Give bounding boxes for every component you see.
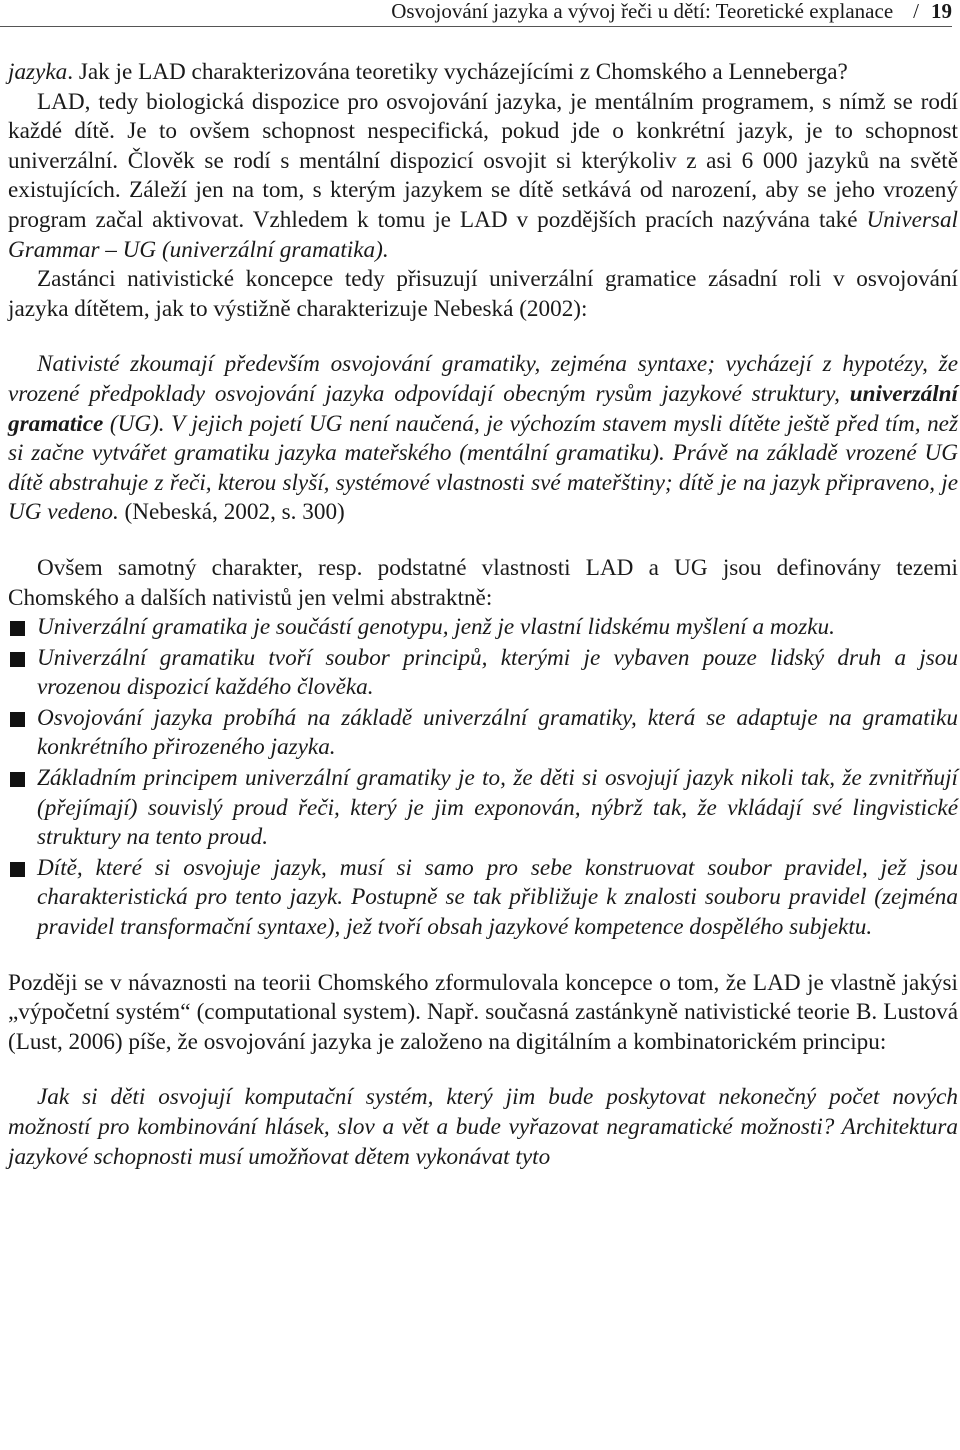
list-item: Dítě, které si osvojuje jazyk, musí si samo pro sebe konstruovat soubor pravidel, jež jsou charakteristická pro tento jazyk. Postupně se tak přibližuje k znalosti souboru pravidel (zejména pravidel transformační syntaxe), jež tvoří obsah jazykové kompetence dospělého subjektu. (8, 854, 958, 943)
theses-list (8, 613, 958, 943)
square-bullet-icon (10, 862, 25, 877)
emphasis-jazyka: jazyka (8, 59, 68, 85)
paragraph-abstract-theses: Ovšem samotný charakter, resp. podstatné vlastnosti LAD a UG jsou definovány tezemi Chomského a dalších nativistů jen velmi abstraktně: (8, 554, 958, 611)
paragraph-nativist-intro: Zastánci nativistické koncepce tedy přisuzují univerzální gramatice zásadní roli v osvojování jazyka dítětem, jak to výstižně charakterizuje Nebeská (2002): (8, 266, 958, 322)
square-bullet-icon (10, 712, 25, 727)
running-header (0, 0, 952, 27)
citation: (Nebeská, 2002, s. 300) (118, 499, 345, 526)
paragraph-computational-system: Později se v návaznosti na teorii Chomského zformulovala koncepce o tom, že LAD je vlastně jakýsi „výpočetní systém“ (computational system). Např. současná zastánkyně nativistické teorie B. Lustová (Lust, 2006) píše, že osvojování jazyka je založeno na digitálním a kombinatorickém principu: (8, 969, 958, 1055)
list-item: Univerzální gramatiku tvoří soubor principů, kterými je vybaven pouze lidský druh a jsou vrozenou dispozicí každého člověka. (8, 644, 958, 703)
page-body (8, 58, 958, 1172)
square-bullet-icon (10, 652, 25, 667)
paragraph-lad-question: jazyka. Jak je LAD charakterizována teoretiky vycházejícími z Chomského a Lenneberga? (8, 59, 848, 85)
page-number: 19 (931, 0, 952, 23)
paragraph-lad-definition: LAD, tedy biologická dispozice pro osvojování jazyka, je mentálním programem, s nímž se rodí každé dítě. Je to ovšem schopnost nespecifická, pokud jde o konkrétní jazyk, je to schopnost univerzální. Člověk se rodí s mentální dispozicí osvojit si kterýkoliv z asi 6 000 jazyků na světě existujících. Záleží jen na tom, s kterým jazykem se dítě setkává od narození, aby se jeho vrozený program začal aktivovat. Vzhledem k tomu je LAD v pozdějších pracích nazývána také Universal Grammar – UG (univerzální gramatika). (8, 88, 958, 263)
list-item: Univerzální gramatika je součástí genotypu, jenž je vlastní lidskému myšlení a mozku. (8, 613, 958, 643)
running-title: Osvojování jazyka a vývoj řeči u dětí: Teoretické explanace (391, 0, 894, 23)
term-universal-grammar: Universal Grammar – UG (univerzální gramatika). (8, 206, 958, 263)
header-separator: / (913, 0, 919, 23)
square-bullet-icon (10, 772, 25, 787)
list-item: Základním principem univerzální gramatiky je to, že děti si osvojují jazyk nikoli tak, že zvnitřňují (přejímají) souvislý proud řeči, který je jim exponován, nýbrž tak, že vkládají své lingvistické struktury na tento proud. (8, 764, 958, 853)
square-bullet-icon (10, 621, 25, 636)
block-quote-nebeska: Nativisté zkoumají především osvojování gramatiky, zejména syntaxe; vycházejí z hypotézy, že vrozené předpoklady osvojování jazyka odpovídají obecným rysům jazykové struktury, univerzální gramatice (UG). V jejich pojetí UG není naučená, je výchozím stavem mysli dítěte ještě před tím, než si začne vytvářet gramatiku jazyka mateřského (mentální gramatiku). Právě na základě vrozené UG dítě abstrahuje z řeči, kterou slyší, systémové vlastnosti své mateřštiny; dítě je na jazyk připraveno, je UG vedeno. (Nebeská, 2002, s. 300) (8, 351, 958, 526)
block-quote-lust: Jak si děti osvojují komputační systém, který jim bude poskytovat nekonečný počet nových možností pro kombinování hlásek, slov a vět a bude vyřazovat negramatické možnosti? Architektura jazykové schopnosti musí umožňovat dětem vykonávat tyto (8, 1084, 958, 1170)
list-item: Osvojování jazyka probíhá na základě univerzální gramatiky, která se adaptuje na gramatiku konkrétního přirozeného jazyka. (8, 704, 958, 763)
term-univerzalni-gramatice: univerzální gramatice (8, 380, 958, 437)
